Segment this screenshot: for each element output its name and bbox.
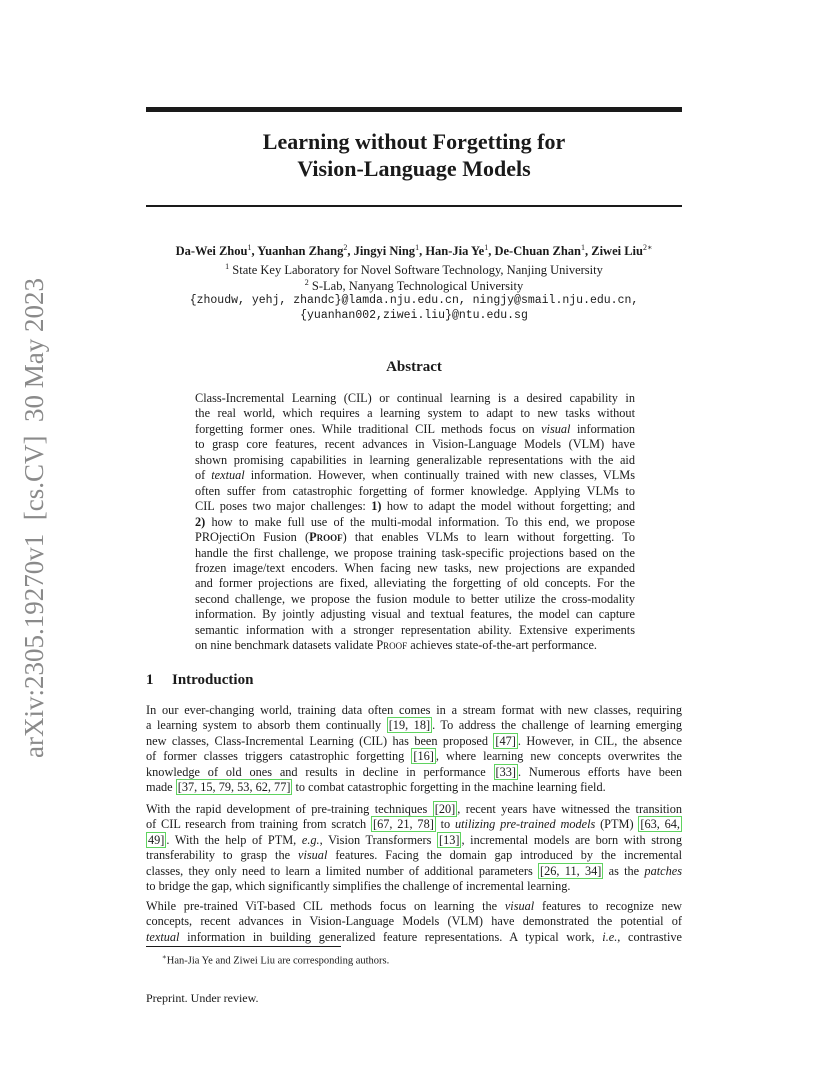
emphasis: utilizing pre-trained models <box>454 817 596 832</box>
author-separator: , <box>488 244 495 259</box>
citation-link[interactable]: 49] <box>148 832 165 847</box>
text-line: information. By jointly adjusting visual and textual features, the model can capture <box>195 607 635 622</box>
text-line: In our ever-changing world, training data often comes in a stream format with new classes, requiring <box>146 703 682 717</box>
emphasis: visual <box>504 899 535 913</box>
affiliation-2-text: S-Lab, Nanyang Technological University <box>311 279 524 294</box>
intro-paragraph-3 <box>146 899 682 945</box>
citation-link[interactable]: [13] <box>438 832 460 847</box>
author-separator: , <box>419 244 426 259</box>
bold-text: 1) <box>371 499 382 514</box>
text-line: and former projections are fixed, alleviating the forgetting of old concepts. For the <box>195 576 635 591</box>
author-affiliation-mark: 1 <box>580 243 585 252</box>
text-line: knowledge of old ones and results in decline in performance [33] . Numerous efforts have been <box>146 764 682 779</box>
citation-link[interactable]: [47] <box>495 733 516 748</box>
text-line: concepts, recent advances in Vision-Language Models (VLM) have demonstrated the potential of <box>146 914 682 929</box>
footnote-text: Han-Jia Ye and Ziwei Liu are corresponding authors. <box>166 955 390 967</box>
emphasis: textual <box>146 929 180 944</box>
author-separator: , <box>251 244 258 259</box>
text-line: second challenge, we propose the fusion module to better utilize the cross-modality <box>195 591 635 606</box>
text-line: the real world, which requires a learning system to adapt to new tasks without <box>195 406 635 421</box>
author-affiliation-mark: 1 <box>484 243 489 252</box>
email-line-2-text: {yuanhan002,ziwei.liu}@ntu.edu.sg <box>300 309 528 322</box>
text-line: of former classes triggers catastrophic forgetting [16] , where learning new concepts overwrites the <box>146 749 682 764</box>
email-line-1-text: {zhoudw, yehj, zhandc}@lamda.nju.edu.cn, ningjy@smail.nju.edu.cn, <box>189 294 639 307</box>
text-line: textual information in building generalized feature representations. A typical work, i.e., contrastive <box>146 929 682 944</box>
text-line: CIL poses two major challenges: 1) how to adapt the model without forgetting; and <box>195 499 635 514</box>
emphasis: i.e., <box>602 929 621 944</box>
citation-link[interactable]: [33] <box>495 764 517 779</box>
emphasis: e.g., <box>301 832 323 847</box>
text-line: PROjectiOn Fusion (Proof) that enables VLMs to learn without forgetting. To <box>195 530 635 545</box>
text-line: frozen image/text encoders. When facing new tasks, new projections are expanded <box>195 560 635 575</box>
author-list <box>126 240 702 259</box>
section-number: 1 <box>146 672 154 688</box>
arxiv-stamp: arXiv:2305.19270v1 [cs.CV] 30 May 2023 <box>19 278 49 758</box>
citation-link[interactable]: [26, 11, 34] <box>540 863 602 878</box>
title-bottom-rule <box>146 205 682 207</box>
text-line: on nine benchmark datasets validate Proof achieves state-of-the-art performance. <box>195 638 597 653</box>
author-name: Yuanhan Zhang <box>257 244 344 259</box>
text-line: With the rapid development of pre-training techniques [20] , recent years have witnessed the transition <box>146 802 682 816</box>
citation-link[interactable]: [67, 21, 78] <box>373 817 434 832</box>
title-top-rule <box>146 107 682 112</box>
footnote-mark: ∗ <box>162 953 167 961</box>
author-name: Jingyi Ning <box>353 244 416 259</box>
author-name: Ziwei Liu <box>591 244 643 259</box>
preprint-note: Preprint. Under review. <box>146 991 259 1005</box>
bold-text: 2) <box>195 514 206 529</box>
affiliation-1-mark: 1 <box>225 262 230 271</box>
author-name: De-Chuan Zhan <box>494 244 581 259</box>
text-line: 49] . With the help of PTM, e.g., Vision Transformers [13] , incremental models are born with strong <box>148 832 682 847</box>
text-line: handle the first challenge, we propose training task-specific projections based on the <box>195 545 635 560</box>
author-name: Da-Wei Zhou <box>175 244 248 259</box>
section-heading <box>146 670 253 690</box>
method-name: Proof <box>376 638 408 653</box>
text-line: Class-Incremental Learning (CIL) or continual learning is a desired capability in <box>195 391 635 405</box>
author-separator: , <box>584 244 592 259</box>
email-line-2 <box>146 306 682 324</box>
text-line: 2) how to make full use of the multi-modal information. To this end, we propose <box>195 514 635 529</box>
text-line: shown promising capabilities in learning generalizable representations with the aid <box>195 452 635 467</box>
text-line: new classes, Class-Incremental Learning (CIL) has been proposed [47] . However, in CIL, the absence <box>146 733 682 748</box>
footnote-rule <box>146 946 341 947</box>
text-line: made [37, 15, 79, 53, 62, 77] to combat catastrophic forgetting in the machine learning field. <box>146 780 606 795</box>
intro-paragraph-1 <box>146 703 682 796</box>
author-separator: , <box>347 244 354 259</box>
author-affiliation-mark: 2∗ <box>642 243 653 252</box>
text-line: classes, they only need to learn a limited number of additional parameters [26, 11, 34] as the patches <box>146 863 682 878</box>
emphasis: textual <box>211 468 245 483</box>
text-line: to bridge the gap, which significantly simplifies the challenge of incremental learning. <box>146 879 571 894</box>
text-line: While pre-trained ViT-based CIL methods focus on learning the visual features to recognize new <box>146 899 682 913</box>
author-affiliation-mark: 1 <box>247 243 252 252</box>
affiliation-1-text: State Key Laboratory for Novel Software Technology, Nanjing University <box>232 263 603 278</box>
author-name: Han-Jia Ye <box>425 244 485 259</box>
citation-link[interactable]: [20] <box>434 802 456 816</box>
affiliation-2-mark: 2 <box>304 278 309 287</box>
method-name: Proof <box>309 530 343 545</box>
citation-link[interactable]: [63, 64, <box>640 817 680 832</box>
citation-link[interactable]: [19, 18] <box>388 718 431 733</box>
author-affiliation-mark: 1 <box>415 243 420 252</box>
text-line: transferability to grasp the visual features. Facing the domain gap introduced by the incremental <box>146 848 682 863</box>
abstract-heading: Abstract <box>386 359 442 375</box>
citation-link[interactable]: [16] <box>413 749 434 764</box>
emphasis: visual <box>298 848 328 863</box>
citation-link[interactable]: [37, 15, 79, 53, 62, 77] <box>177 780 291 795</box>
text-line: of CIL research from training from scratch [67, 21, 78] to utilizing pre-trained models (PTM) [63, 64, <box>146 817 680 832</box>
emphasis: visual <box>541 421 571 436</box>
text-line: a learning system to absorb them continually [19, 18] . To address the challenge of learning emerging <box>146 718 683 733</box>
text-line: to grasp core features, recent advances in Vision-Language Models (VLM) have <box>195 437 635 452</box>
intro-paragraph-2 <box>146 802 682 895</box>
text-line: often suffer from catastrophic forgetting of former knowledge. Applying VLMs to <box>195 483 635 498</box>
text-line: forgetting former ones. While traditional CIL methods focus on visual information <box>195 421 635 436</box>
author-affiliation-mark: 2 <box>343 243 348 252</box>
emphasis: patches <box>644 863 682 878</box>
title-line-1: Learning without Forgetting for <box>262 129 566 154</box>
paper-title <box>146 128 682 182</box>
text-line: semantic information with a stronger representation ability. Extensive experiments <box>195 622 635 637</box>
abstract-body <box>195 391 635 654</box>
footnote <box>162 951 389 968</box>
title-line-2: Vision-Language Models <box>297 156 531 181</box>
section-title: Introduction <box>172 672 254 688</box>
text-line: of textual information. However, when continually trained with new classes, VLMs <box>195 468 635 483</box>
